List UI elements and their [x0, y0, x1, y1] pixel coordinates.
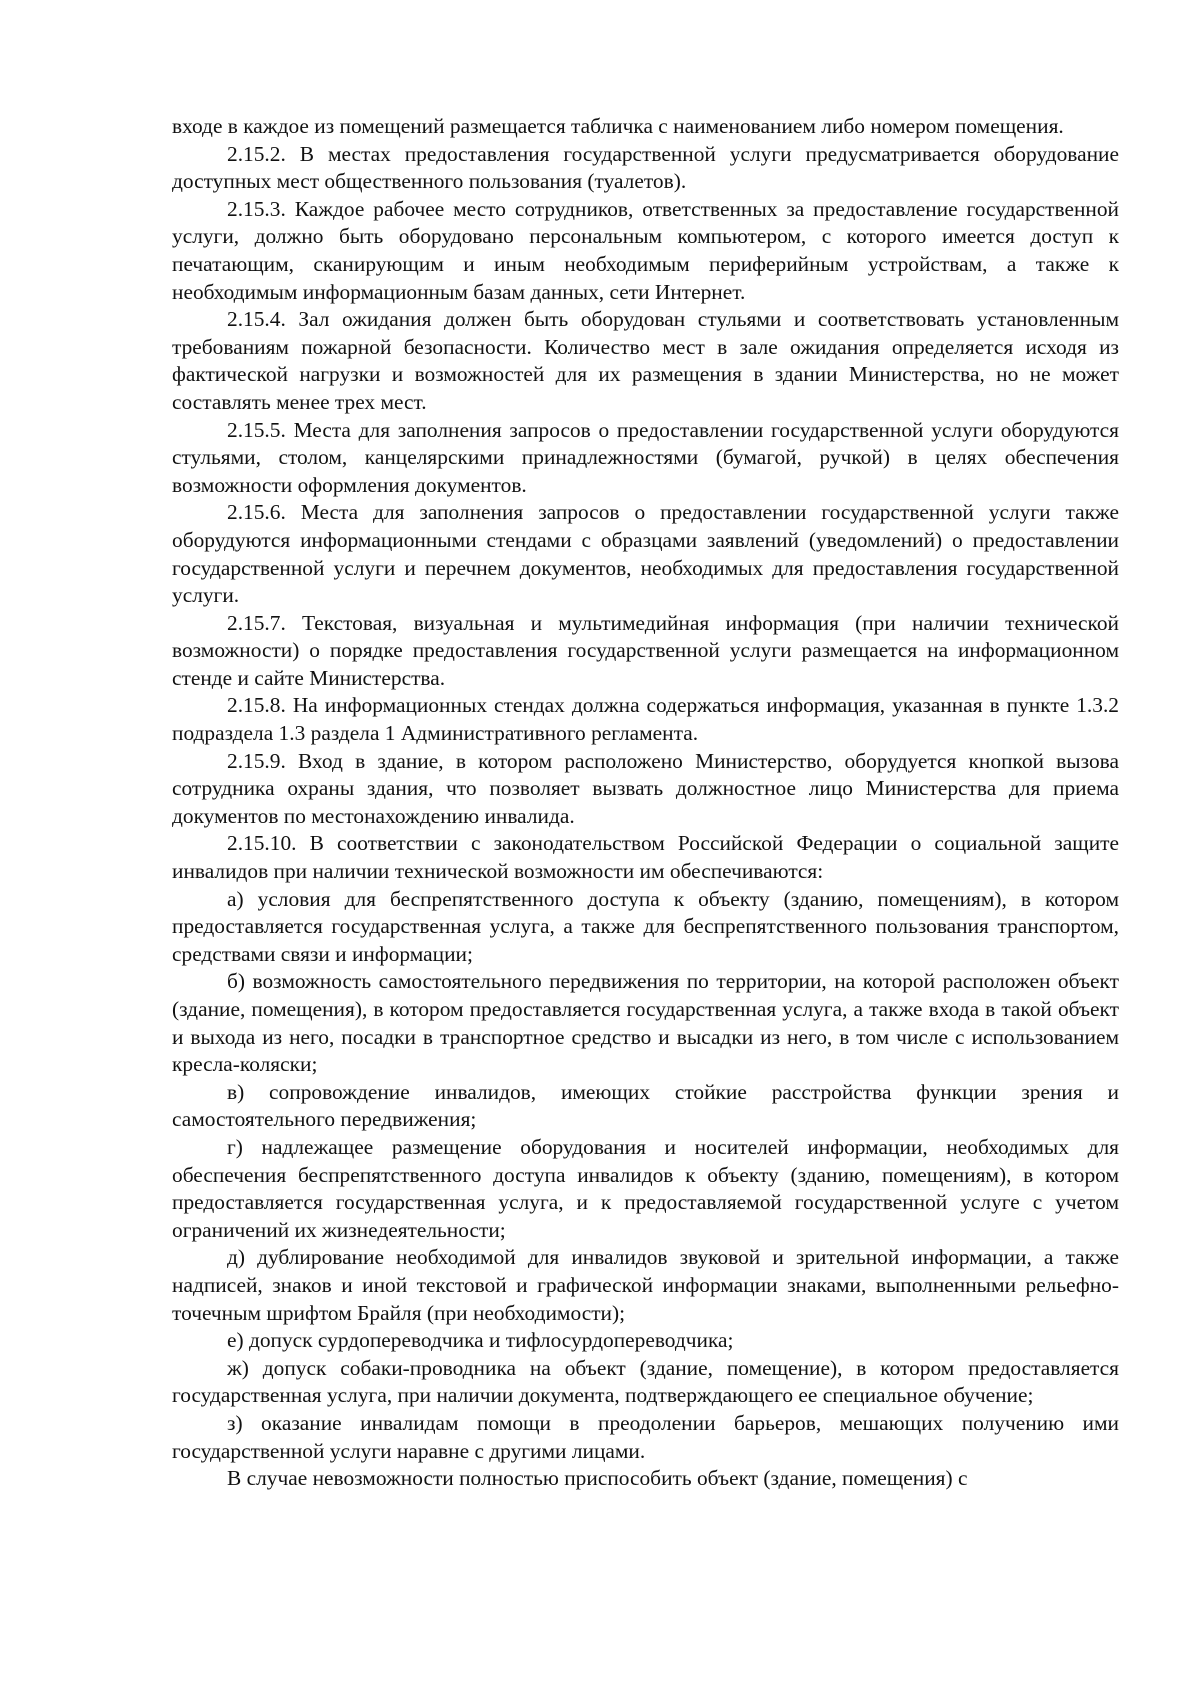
paragraph-2-15-3: 2.15.3. Каждое рабочее место сотрудников, ответственных за предоставление государственной услуги, должно быть оборудовано персональным компьютером, с которого имеется доступ к печатающим, сканирующим и иным необходимым периферийным устройствам, а также к необходимым информационным базам данных, сети Интернет.: [172, 196, 1119, 304]
paragraph-final: В случае невозможности полностью приспособить объект (здание, помещения) с: [227, 1466, 968, 1491]
document-body: [172, 113, 1119, 1493]
list-item-a: а) условия для беспрепятственного доступа к объекту (зданию, помещениям), в котором предоставляется государственная услуга, а также для беспрепятственного пользования транспортом, средствами связи и информации;: [172, 886, 1119, 966]
list-item-zh: ж) допуск собаки-проводника на объект (здание, помещение), в котором предоставляется государственная услуга, при наличии документа, подтверждающего ее специальное обучение;: [172, 1355, 1119, 1408]
paragraph-2-15-8: 2.15.8. На информационных стендах должна содержаться информация, указанная в пункте 1.3.2 подраздела 1.3 раздела 1 Административного регламента.: [172, 693, 1119, 746]
paragraph-2-15-6: 2.15.6. Места для заполнения запросов о предоставлении государственной услуги также оборудуются информационными стендами с образцами заявлений (уведомлений) о предоставлении государственной услуги и перечнем документов, необходимых для предоставления государственной услуги.: [172, 500, 1119, 608]
paragraph-2-15-4: 2.15.4. Зал ожидания должен быть оборудован стульями и соответствовать установленным требованиям пожарной безопасности. Количество мест в зале ожидания определяется исходя из фактической нагрузки и возможностей для их размещения в здании Министерства, но не может составлять менее трех мест.: [172, 307, 1119, 414]
list-item-g: г) надлежащее размещение оборудования и носителей информации, необходимых для обеспечения беспрепятственного доступа инвалидов к объекту (зданию, помещениям), в котором предоставляется государственная услуга, и к предоставляемой государственной услуге с учетом ограничений их жизнедеятельности;: [172, 1134, 1119, 1242]
paragraph-2-15-9: 2.15.9. Вход в здание, в котором расположено Министерство, оборудуется кнопкой вызова сотрудника охраны здания, что позволяет вызвать должностное лицо Министерства для приема документов по местонахождению инвалида.: [172, 748, 1119, 828]
paragraph-2-15-5: 2.15.5. Места для заполнения запросов о предоставлении государственной услуги оборудуются стульями, столом, канцелярскими принадлежностями (бумагой, ручкой) в целях обеспечения возможности оформления документов.: [172, 417, 1119, 497]
paragraph-2-15-7: 2.15.7. Текстовая, визуальная и мультимедийная информация (при наличии технической возможности) о порядке предоставления государственной услуги размещается на информационном стенде и сайте Министерства.: [172, 610, 1119, 690]
paragraph-continuation: входе в каждое из помещений размещается табличка с наименованием либо номером помещения.: [172, 114, 1064, 138]
list-item-b: б) возможность самостоятельного передвижения по территории, на которой расположен объект (здание, помещения), в котором предоставляется государственная услуга, а также входа в такой объект и выхода из него, посадки в транспортное средство и высадки из него, в том числе с использованием кресла-коляски;: [172, 969, 1119, 1077]
list-item-e: е) допуск сурдопереводчика и тифлосурдопереводчика;: [227, 1328, 734, 1353]
list-item-z: з) оказание инвалидам помощи в преодолении барьеров, мешающих получению ими государственной услуги наравне с другими лицами.: [172, 1410, 1119, 1463]
paragraph-2-15-10: 2.15.10. В соответствии с законодательством Российской Федерации о социальной защите инвалидов при наличии технической возможности им обеспечиваются:: [172, 831, 1119, 884]
paragraph-2-15-2: 2.15.2. В местах предоставления государственной услуги предусматривается оборудование доступных мест общественного пользования (туалетов).: [172, 141, 1119, 194]
list-item-v: в) сопровождение инвалидов, имеющих стойкие расстройства функции зрения и самостоятельного передвижения;: [172, 1079, 1119, 1132]
list-item-d: д) дублирование необходимой для инвалидов звуковой и зрительной информации, а также надписей, знаков и иной текстовой и графической информации знаками, выполненными рельефно-точечным шрифтом Брайля (при необходимости);: [172, 1245, 1119, 1325]
